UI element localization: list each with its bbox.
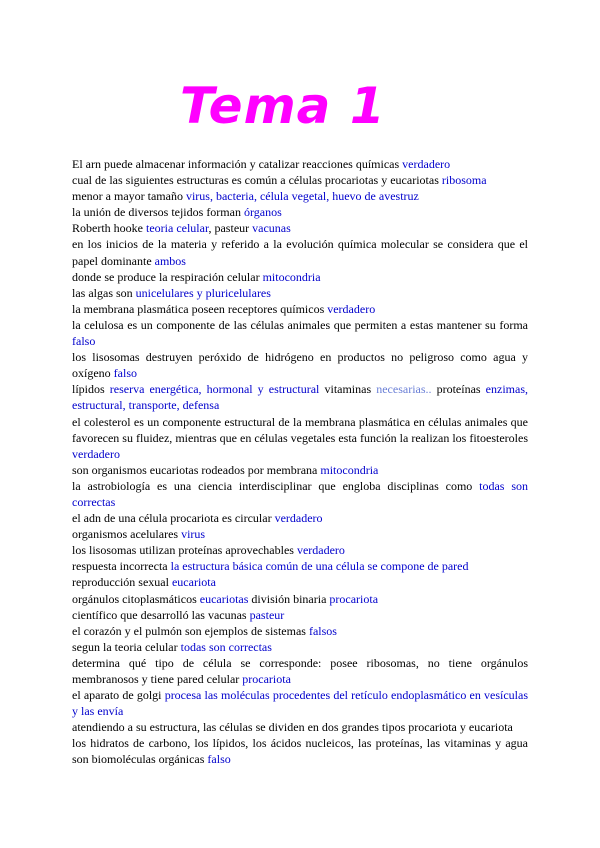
quiz-item (72, 269, 528, 285)
quiz-item (72, 510, 528, 526)
question-text: lípidos (72, 382, 110, 397)
question-text: orgánulos citoplasmáticos (72, 591, 200, 606)
question-text: la membrana plasmática poseen receptores químicos (72, 301, 328, 316)
question-text: determina qué tipo de célula se corresponde: posee ribosomas, no tiene orgánulos membranosos y tiene pared celular (72, 655, 528, 686)
answer-text: procariota (329, 591, 379, 606)
quiz-item (72, 156, 528, 172)
question-text: organismos acelulares (72, 527, 182, 542)
answer-text: mitocondria (262, 269, 321, 284)
quiz-item (72, 462, 528, 478)
answer-text: verdadero (327, 301, 376, 316)
quiz-item (72, 414, 528, 462)
question-text: el corazón y el pulmón son ejemplos de sistemas (72, 623, 309, 638)
answer-text: enzimas, estructural, transporte, defensa (72, 382, 528, 413)
question-text: el adn de una célula procariota es circular (72, 511, 275, 526)
page-title: Tema 1 (180, 77, 386, 135)
answer-text: procariota (242, 672, 291, 686)
answer-text: falso (72, 334, 96, 349)
answer-text: pasteur (249, 607, 285, 622)
question-text: reproducción sexual (72, 575, 172, 590)
answer-text: falso (207, 752, 231, 767)
answer-text: ambos (154, 253, 186, 268)
answer-text: verdadero (274, 511, 323, 526)
question-text: son organismos eucariotas rodeados por membrana (72, 462, 321, 477)
question-text: cual de las siguientes estructuras es común a células procariotas y eucariotas (72, 173, 442, 188)
answer-text: teoria celular (146, 221, 209, 236)
question-text: la astrobiología es una ciencia interdisciplinar que engloba disciplinas como (72, 478, 480, 493)
answer-text: unicelulares y pluricelulares (135, 285, 271, 300)
quiz-item (72, 719, 528, 735)
question-text: los hidratos de carbono, los lípidos, los ácidos nucleicos, las proteínas, las vitaminas y agua son biomoléculas orgánicas (72, 736, 528, 767)
question-text: científico que desarrolló las vacunas (72, 607, 250, 622)
quiz-item (72, 285, 528, 301)
quiz-item (72, 526, 528, 542)
question-text: Roberth hooke (72, 221, 146, 236)
quiz-item (72, 655, 528, 687)
quiz-item (72, 317, 528, 349)
answer-text: verdadero (402, 157, 451, 171)
quiz-item (72, 735, 528, 767)
answer-text: todas son correctas (72, 478, 528, 509)
answer-text: necesarias.. (376, 382, 432, 397)
answer-text: virus, bacteria, célula vegetal, huevo de avestruz (185, 189, 419, 204)
quiz-item (72, 204, 528, 220)
quiz-item (72, 220, 528, 236)
question-text: segun la teoria celular (72, 639, 181, 654)
quiz-item (72, 639, 528, 655)
question-text: las algas son (72, 285, 136, 300)
answer-text: eucariota (171, 575, 216, 590)
answer-text: falsos (308, 623, 337, 638)
quiz-item (72, 542, 528, 558)
quiz-item (72, 574, 528, 590)
question-text: división binaria (248, 591, 330, 606)
question-text: El arn puede almacenar información y catalizar reacciones químicas (72, 157, 403, 171)
quiz-item (72, 623, 528, 639)
quiz-item (72, 172, 528, 188)
answer-text: órganos (243, 205, 282, 220)
answer-text: la estructura básica común de una célula se compone de pared (170, 559, 469, 574)
question-text: , pasteur (208, 221, 253, 236)
quiz-content (72, 156, 528, 768)
question-text: vitaminas (319, 382, 377, 397)
answer-text: verdadero (296, 543, 345, 558)
answer-text: virus (181, 527, 206, 542)
quiz-item (72, 301, 528, 317)
answer-text: ribosoma (441, 173, 487, 188)
question-text: proteínas (431, 382, 486, 397)
question-text: la celulosa es un componente de las células animales que permiten a estas mantener su forma (72, 317, 528, 332)
quiz-item (72, 607, 528, 623)
answer-text: vacunas (252, 221, 291, 236)
question-text: el aparato de golgi (72, 688, 165, 703)
question-text: donde se produce la respiración celular (72, 269, 263, 284)
question-text: los lisosomas destruyen peróxido de hidrógeno en productos no peligroso como agua y oxígeno (72, 350, 528, 381)
answer-text: verdadero (72, 446, 120, 461)
question-text: respuesta incorrecta (72, 559, 171, 574)
quiz-item (72, 349, 528, 381)
answer-text: falso (113, 366, 137, 381)
question-text: el colesterol es un componente estructural de la membrana plasmática en células animales que favorecen su fluidez, mientras que en células vegetales esta función la realizan los fitoesteroles (72, 414, 528, 445)
answer-text: todas son correctas (180, 639, 272, 654)
answer-text: reserva energética, hormonal y estructural (109, 382, 320, 397)
answer-text: eucariotas (199, 591, 249, 606)
answer-text: mitocondria (320, 462, 379, 477)
quiz-item (72, 236, 528, 268)
quiz-item (72, 188, 528, 204)
question-text: atendiendo a su estructura, las células se dividen en dos grandes tipos procariota y eucariota (72, 720, 513, 735)
quiz-item (72, 478, 528, 510)
answer-text: procesa las moléculas procedentes del retículo endoplasmático en vesículas y las envía (72, 688, 528, 719)
quiz-item (72, 687, 528, 719)
question-text: en los inicios de la materia y referido a la evolución química molecular se considera que el papel dominante (72, 237, 528, 268)
quiz-item (72, 558, 528, 574)
question-text: menor a mayor tamaño (72, 189, 186, 204)
question-text: la unión de diversos tejidos forman (72, 205, 244, 220)
question-text: los lisosomas utilizan proteínas aprovechables (72, 543, 297, 558)
quiz-item (72, 591, 528, 607)
quiz-item (72, 381, 528, 413)
